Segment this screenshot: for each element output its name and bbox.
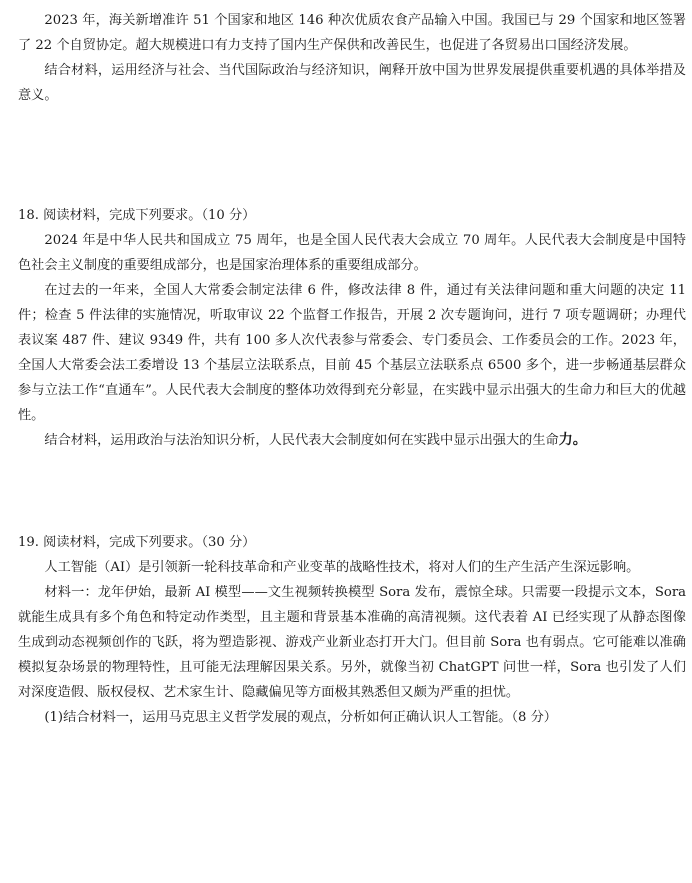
q18-prompt-tail: 力。 [558, 432, 587, 448]
q19-subquestion-1: (1)结合材料一，运用马克思主义哲学发展的观点，分析如何正确认识人工智能。（8 分） [44, 710, 557, 725]
q18-paragraph-3 [18, 428, 686, 453]
spacer [18, 108, 686, 203]
document-page [18, 8, 686, 730]
s1-paragraph-2: 结合材料，运用经济与社会、当代国际政治与经济知识，阐释开放中国为世界发展提供重要机遇的具体举措及意义。 [18, 63, 686, 103]
question-19-heading: 19. 阅读材料，完成下列要求。（30 分） [18, 535, 256, 550]
q19-paragraph-1: 人工智能（AI）是引领新一轮科技革命和产业变革的战略性技术，将对人们的生产生活产生深远影响。 [44, 560, 640, 575]
q18-paragraph-1: 2024 年是中华人民共和国成立 75 周年，也是全国人民代表大会成立 70 周年。人民代表大会制度是中国特色社会主义制度的重要组成部分，也是国家治理体系的重要组成部分。 [18, 233, 686, 273]
q18-paragraph-2: 在过去的一年来，全国人大常委会制定法律 6 件，修改法律 8 件，通过有关法律问题和重大问题的决定 11 件；检查 5 件法律的实施情况，听取审议 22 个监督工作报告，开展 2 次专题询问，进行 7 项专题调研；办理代表议案 487 件、建议 9349 件，共有 100 多人次代表参与常委会、专门委员会、工作委员会的工作。2023 年，全国人大常委会法工委增设 13 个基层立法联系点，目前 45 个基层立法联系点 6500 多个，进一步畅通基层群众参与立法工作“直通车”。人民代表大会制度的整体功效得到充分彰显，在实践中显示出强大的生命力和巨大的优越性。 [18, 283, 686, 423]
q18-prompt-text: 结合材料，运用政治与法治知识分析，人民代表大会制度如何在实践中显示出强大的生命 [44, 433, 559, 448]
question-18-heading: 18. 阅读材料，完成下列要求。（10 分） [18, 208, 256, 223]
q19-material-1: 材料一：龙年伊始，最新 AI 模型——文生视频转换模型 Sora 发布，震惊全球。只需要一段提示文本，Sora 就能生成具有多个角色和特定动作类型，且主题和背景基本准确的高清视频。这代表着 AI 已经实现了从静态图像生成到动态视频创作的飞跃，将为塑造影视、游戏产业新业态打开大门。但目前 Sora 也有弱点。它可能难以准确模拟复杂场景的物理特性，且可能无法理解因果关系。另外，就像当初 ChatGPT 问世一样，Sora 也引发了人们对深度造假、版权侵权、艺术家生计、隐藏偏见等方面极其熟悉但又颇为严重的担忧。 [18, 585, 686, 700]
s1-paragraph-1: 2023 年，海关新增准许 51 个国家和地区 146 种次优质农食产品输入中国。我国已与 29 个国家和地区签署了 22 个自贸协定。超大规模进口有力支持了国内生产保供和改善民生，也促进了各贸易出口国经济发展。 [18, 13, 686, 53]
spacer [18, 453, 686, 530]
